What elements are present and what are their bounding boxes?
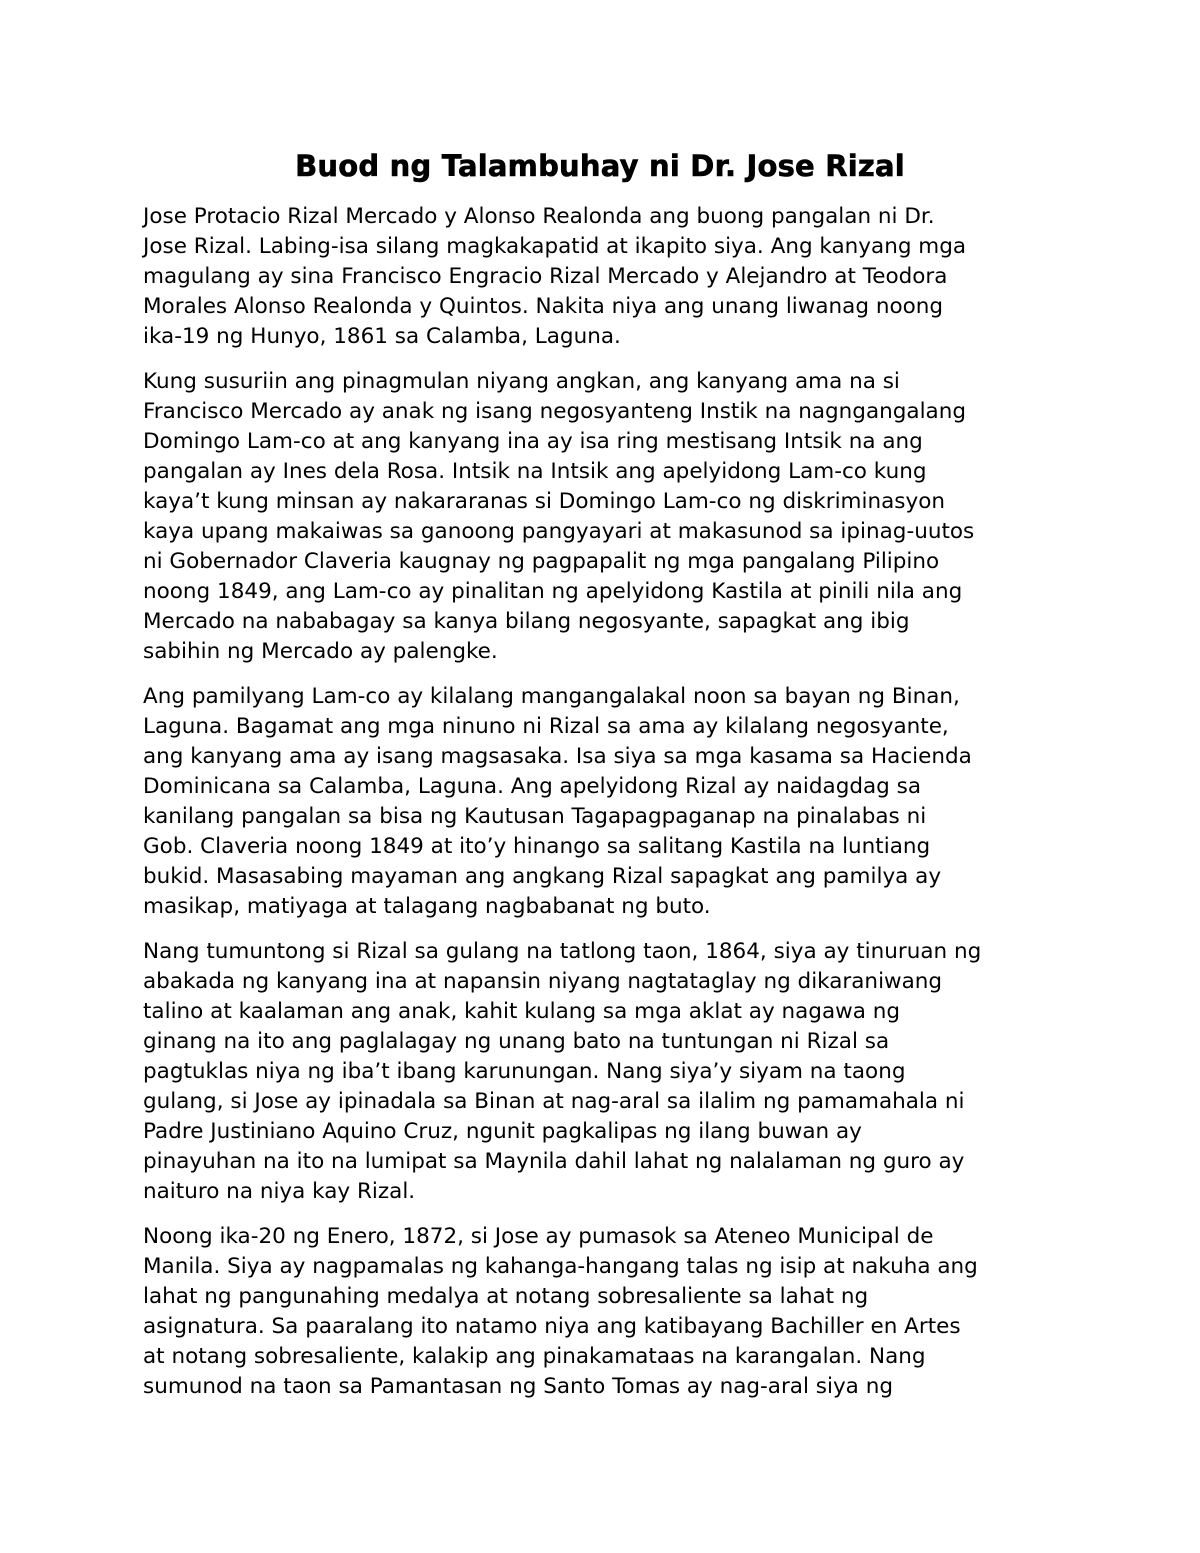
text-line: Kung susuriin ang pinagmulan niyang angkan, ang kanyang ama na si [143,369,900,394]
text-line: Nang tumuntong si Rizal sa gulang na tatlong taon, 1864, siya ay tinuruan ng [143,939,982,964]
text-line: naituro na niya kay Rizal. [143,1179,416,1204]
text-line: lahat ng pangunahing medalya at notang sobresaliente sa lahat ng [143,1284,869,1309]
text-line: pagtuklas niya ng iba’t ibang karunungan. Nang siya’y siyam na taong [143,1059,906,1084]
text-line: Manila. Siya ay nagpamalas ng kahanga-hangang talas ng isip at nakuha ang [143,1254,978,1279]
text-line: Jose Rizal. Labing-isa silang magkakapatid at ikapito siya. Ang kanyang mga [143,234,967,259]
text-line: Dominicana sa Calamba, Laguna. Ang apelyidong Rizal ay naidagdag sa [143,774,922,799]
text-line: gulang, si Jose ay ipinadala sa Binan at nag-aral sa ilalim ng pamamahala ni [143,1089,965,1114]
text-line: Domingo Lam-co at ang kanyang ina ay isa ring mestisang Intsik na ang [143,429,923,454]
text-line: ginang na ito ang paglalagay ng unang bato na tuntungan ni Rizal sa [143,1029,890,1054]
text-line: kanilang pangalan sa bisa ng Kautusan Tagapagpaganap na pinalabas ni [143,804,927,829]
text-line: Laguna. Bagamat ang mga ninuno ni Rizal sa ama ay kilalang negosyante, [143,714,949,739]
text-line: kaya’t kung minsan ay nakararanas si Domingo Lam-co ng diskriminasyon [143,489,945,514]
document-body [143,202,1068,1417]
text-line: ni Gobernador Claveria kaugnay ng pagpapalit ng mga pangalang Pilipino [143,549,940,574]
text-line: noong 1849, ang Lam-co ay pinalitan ng apelyidong Kastila at pinili nila ang [143,579,963,604]
text-line: Morales Alonso Realonda y Quintos. Nakita niya ang unang liwanag noong [143,294,944,319]
text-line: ang kanyang ama ay isang magsasaka. Isa siya sa mga kasama sa Hacienda [143,744,972,769]
text-line: pinayuhan na ito na lumipat sa Maynila dahil lahat ng nalalaman ng guro ay [143,1149,965,1174]
text-line: Noong ika-20 ng Enero, 1872, si Jose ay pumasok sa Ateneo Municipal de [143,1224,934,1249]
text-line: bukid. Masasabing mayaman ang angkang Rizal sapagkat ang pamilya ay [143,864,942,889]
text-line: masikap, matiyaga at talagang nagbabanat ng buto. [143,894,711,919]
paragraph-2 [143,367,1068,667]
text-line: sumunod na taon sa Pamantasan ng Santo Tomas ay nag-aral siya ng [143,1374,893,1399]
text-line: asignatura. Sa paaralang ito natamo niya ang katibayang Bachiller en Artes [143,1314,961,1339]
text-line: at notang sobresaliente, kalakip ang pinakamataas na karangalan. Nang [143,1344,926,1369]
paragraph-5 [143,1222,1068,1402]
text-line: pangalan ay Ines dela Rosa. Intsik na Intsik ang apelyidong Lam-co kung [143,459,927,484]
paragraph-4 [143,937,1068,1207]
text-line: abakada ng kanyang ina at napansin niyang nagtataglay ng dikaraniwang [143,969,943,994]
text-line: sabihin ng Mercado ay palengke. [143,639,498,664]
text-line: Francisco Mercado ay anak ng isang negosyanteng Instik na nagngangalang [143,399,966,424]
text-line: magulang ay sina Francisco Engracio Rizal Mercado y Alejandro at Teodora [143,264,948,289]
text-line: kaya upang makaiwas sa ganoong pangyayari at makasunod sa ipinag-uutos [143,519,975,544]
text-line: Mercado na nababagay sa kanya bilang negosyante, sapagkat ang ibig [143,609,910,634]
text-line: Ang pamilyang Lam-co ay kilalang mangangalakal noon sa bayan ng Binan, [143,684,960,709]
paragraph-3 [143,682,1068,922]
paragraph-1 [143,202,1068,352]
text-line: Padre Justiniano Aquino Cruz, ngunit pagkalipas ng ilang buwan ay [143,1119,862,1144]
text-line: talino at kaalaman ang anak, kahit kulang sa mga aklat ay nagawa ng [143,999,900,1024]
text-line: Gob. Claveria noong 1849 at ito’y hinango sa salitang Kastila na luntiang [143,834,931,859]
document-title: Buod ng Talambuhay ni Dr. Jose Rizal [295,149,905,183]
text-line: Jose Protacio Rizal Mercado y Alonso Realonda ang buong pangalan ni Dr. [143,204,935,229]
text-line: ika-19 ng Hunyo, 1861 sa Calamba, Laguna. [143,324,621,349]
